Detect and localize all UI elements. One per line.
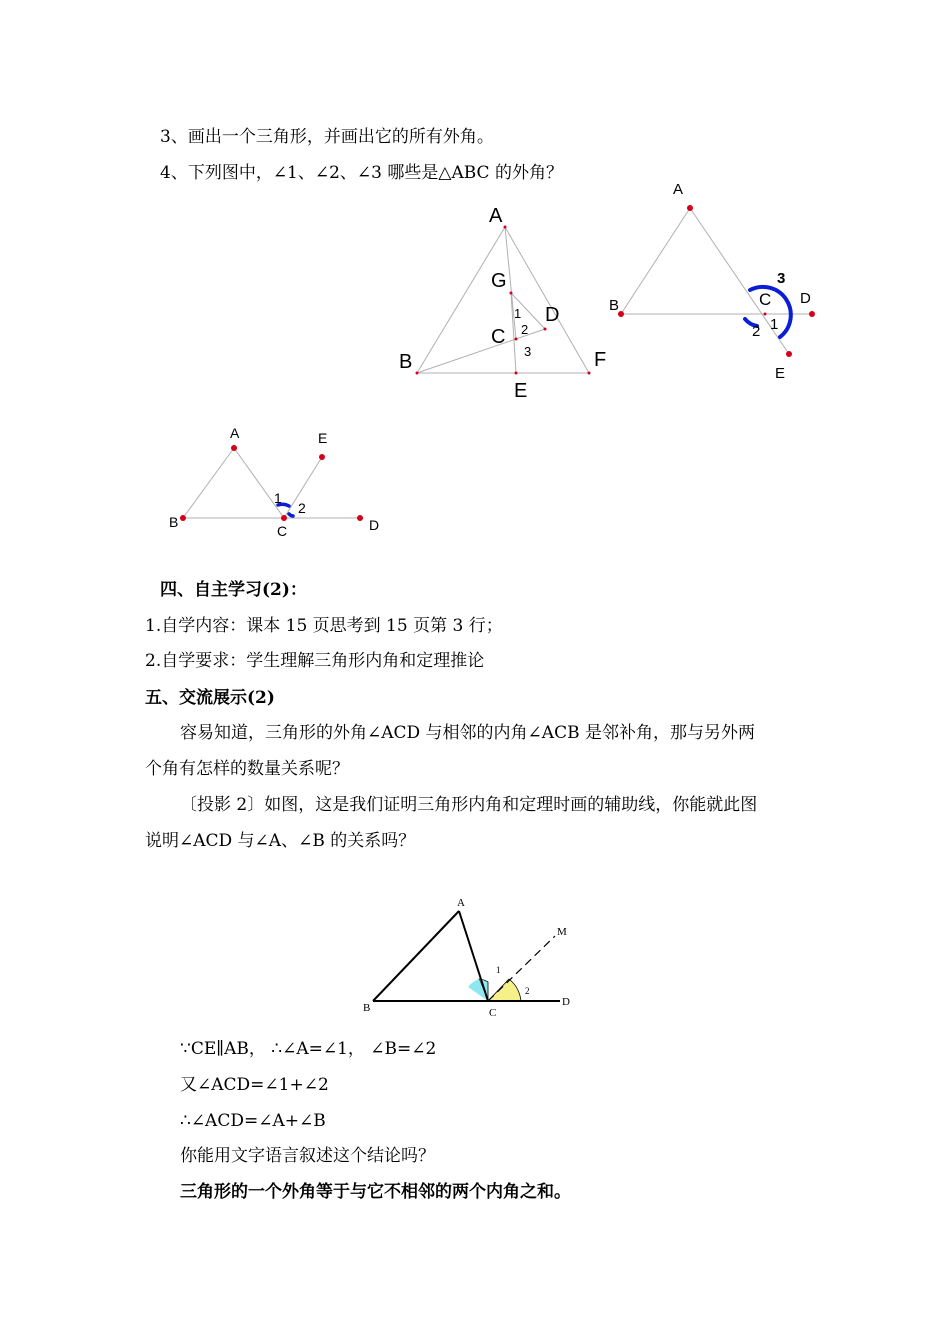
angle-label-1: 1 — [274, 490, 282, 506]
angle-label-1: 1 — [770, 316, 779, 333]
question-3: 3、画出一个三角形，并画出它的所有外角。 — [160, 127, 494, 147]
label-A: A — [230, 425, 240, 441]
paragraph-1-line-1: 容易知道，三角形的外角∠ACD 与相邻的内角∠ACB 是邻补角，那与另外两 — [180, 723, 755, 743]
angle-label-1: 1 — [496, 965, 501, 975]
label-A: A — [673, 181, 684, 198]
conclusion: 三角形的一个外角等于与它不相邻的两个内角之和。 — [180, 1182, 571, 1202]
label-D: D — [369, 517, 380, 533]
angle-label-2: 2 — [525, 986, 530, 996]
label-G: G — [491, 270, 507, 292]
label-E: E — [775, 365, 786, 382]
figure-4 — [360, 895, 580, 1025]
label-F: F — [594, 349, 607, 371]
label-B: B — [399, 351, 413, 373]
section-5-title: 五、交流展示(2) — [145, 688, 275, 708]
label-D: D — [562, 996, 570, 1008]
figure-1 — [395, 200, 625, 405]
label-C: C — [491, 326, 506, 348]
paragraph-2-line-2: 说明∠ACD 与∠A、∠B 的关系吗？ — [145, 831, 416, 851]
section-4-title: 四、自主学习(2)： — [160, 580, 307, 600]
angle-label-3: 3 — [524, 344, 532, 359]
proof-line-3: ∴∠ACD=∠A+∠B — [180, 1111, 326, 1131]
proof-line-1: ∵CE∥AB， ∴∠A=∠1， ∠B=∠2 — [180, 1039, 437, 1059]
label-B: B — [609, 297, 620, 314]
label-C: C — [489, 1007, 497, 1019]
angle-label-3: 3 — [777, 270, 786, 287]
proof-line-2: 又∠ACD=∠1+∠2 — [180, 1075, 329, 1095]
angle-label-2: 2 — [752, 323, 761, 340]
label-C: C — [277, 523, 288, 539]
label-D: D — [545, 304, 560, 326]
label-D: D — [800, 290, 811, 307]
label-A: A — [489, 205, 503, 227]
figure-3 — [165, 420, 395, 545]
self-study-requirement: 2.自学要求：学生理解三角形内角和定理推论 — [145, 651, 485, 671]
self-study-content: 1.自学内容：课本 15 页思考到 15 页第 3 行； — [145, 616, 503, 636]
angle-label-2: 2 — [521, 322, 529, 337]
label-E: E — [318, 430, 328, 446]
label-M: M — [557, 926, 567, 938]
label-A: A — [457, 897, 465, 909]
angle-label-1: 1 — [514, 306, 522, 321]
figure-2 — [605, 180, 835, 385]
label-B: B — [169, 514, 179, 530]
label-B: B — [363, 1002, 371, 1014]
paragraph-1-line-2: 个角有怎样的数量关系呢？ — [145, 759, 349, 779]
paragraph-2-line-1: 〔投影 2〕如图，这是我们证明三角形内角和定理时画的辅助线，你能就此图 — [180, 795, 758, 815]
question-4: 4、下列图中，∠1、∠2、∠3 哪些是△ABC 的外角？ — [160, 163, 563, 183]
follow-up-question: 你能用文字语言叙述这个结论吗？ — [180, 1146, 435, 1166]
label-E: E — [514, 380, 528, 402]
angle-label-2: 2 — [298, 500, 306, 516]
label-C: C — [759, 290, 772, 309]
